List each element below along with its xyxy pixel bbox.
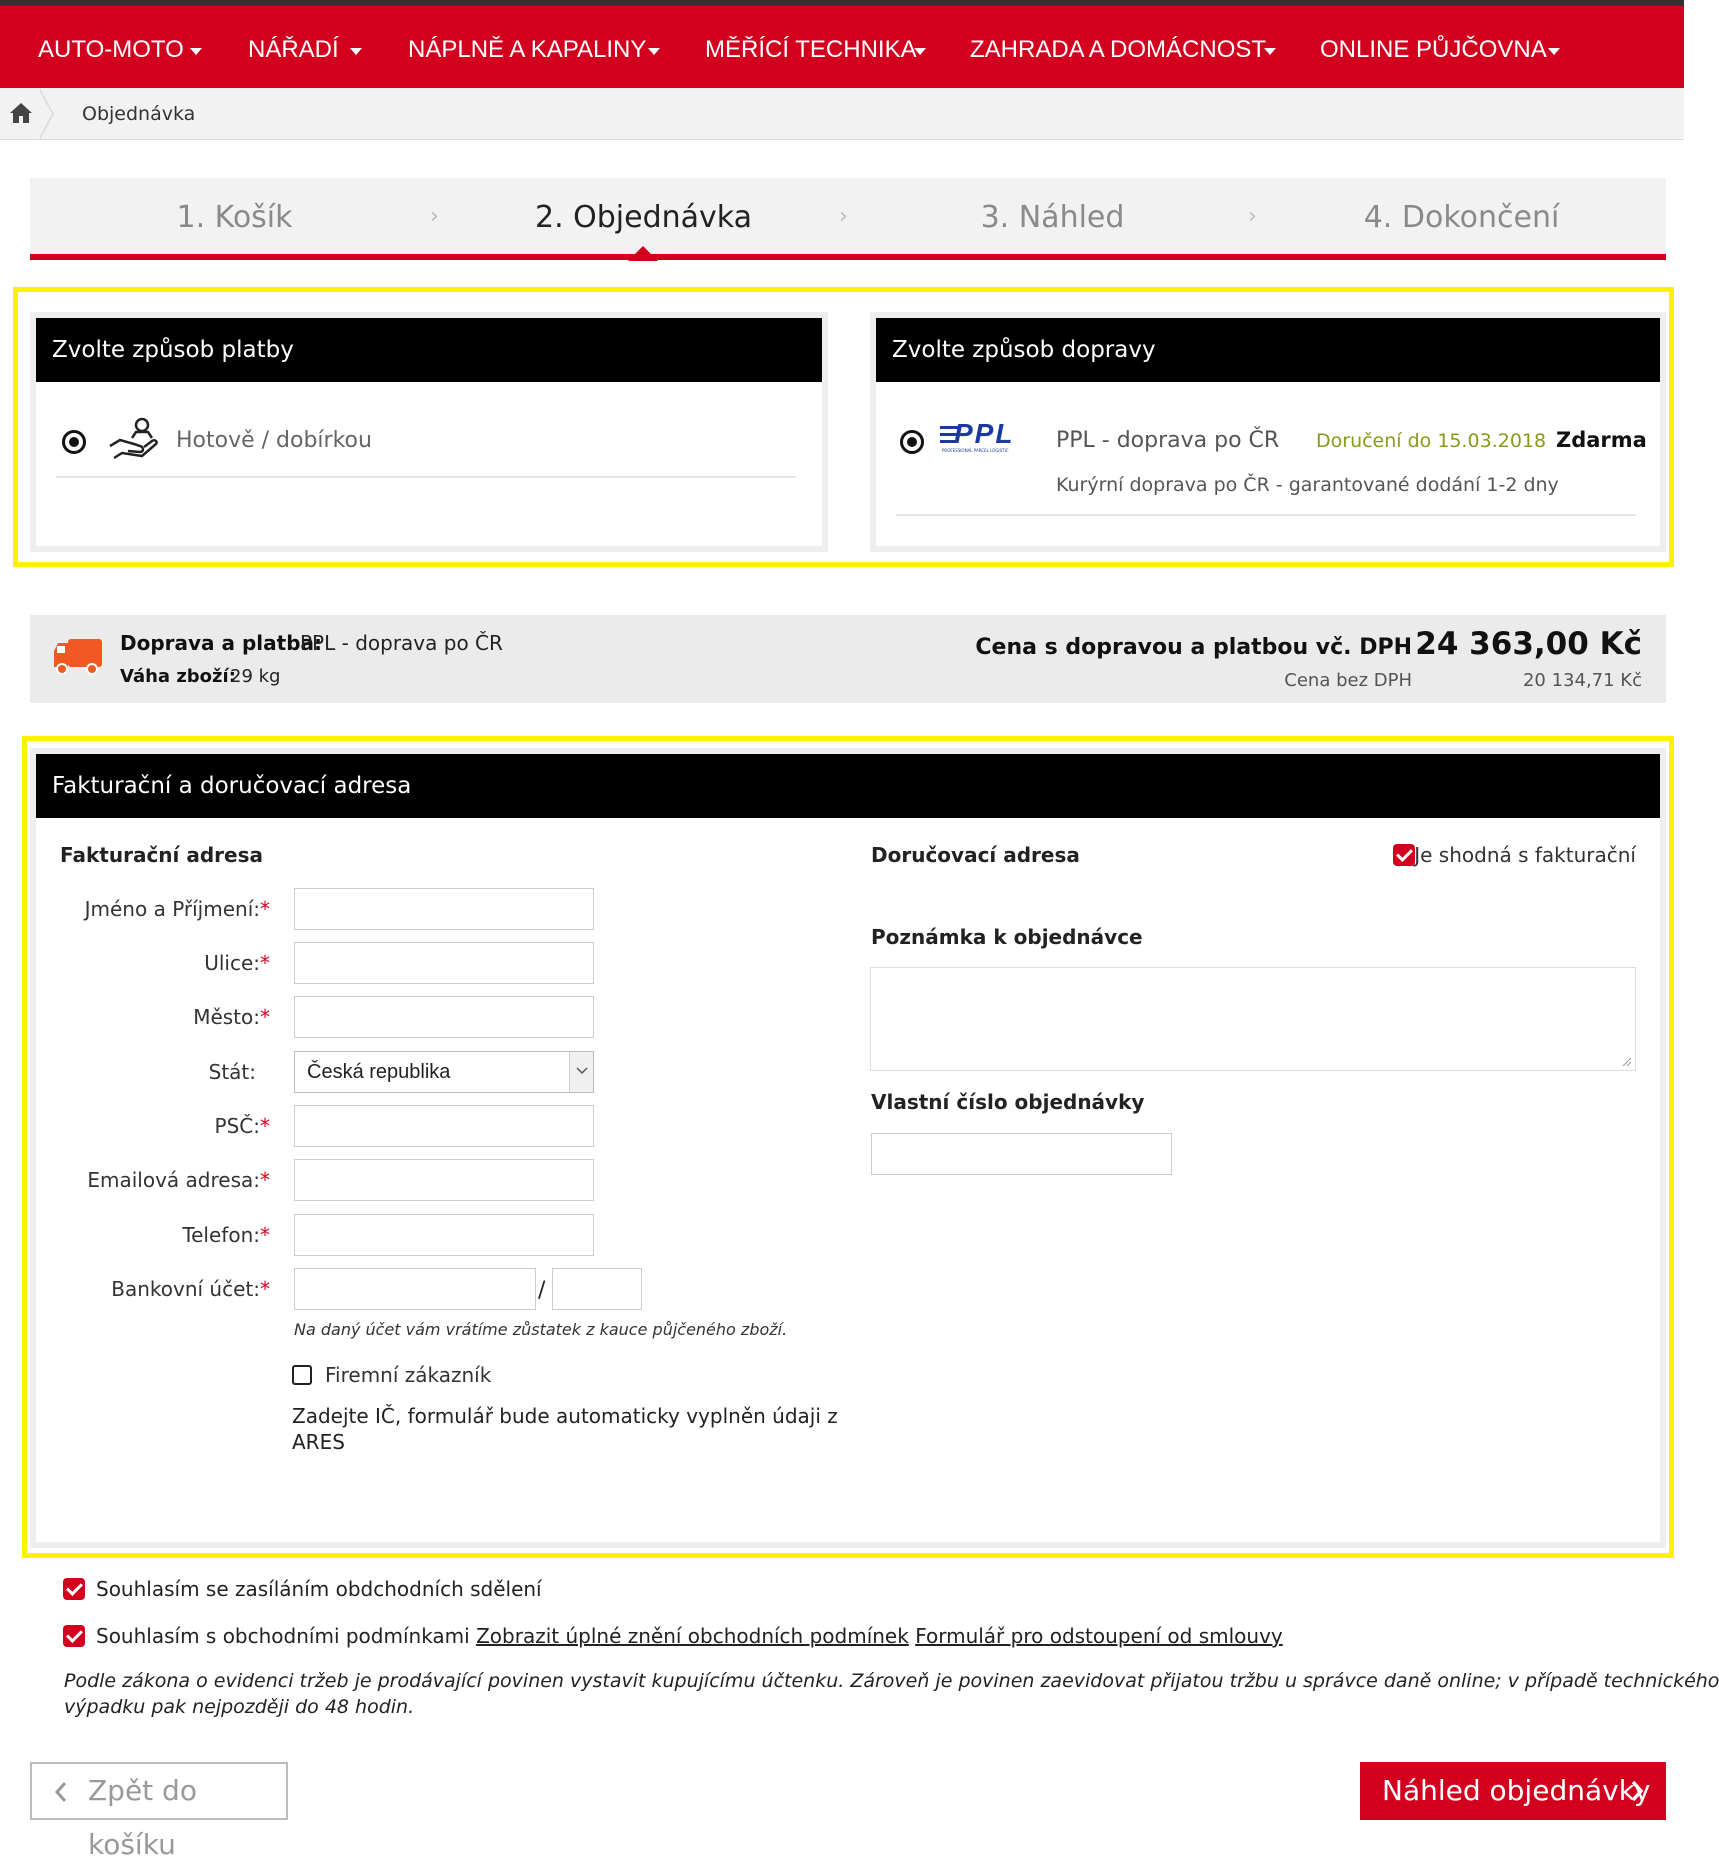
nav-item-naradi[interactable]: NÁŘADÍ: [248, 36, 339, 63]
step-cart[interactable]: 1. Košík: [176, 200, 293, 235]
chevron-right-icon: ›: [430, 204, 439, 229]
newsletter-label[interactable]: Souhlasím se zasíláním obdchodních sdělení: [96, 1577, 542, 1601]
nav-item-merici-technika[interactable]: MĚŘÍCÍ TECHNIKA: [705, 36, 917, 63]
payment-panel-title: Zvolte způsob platby: [36, 318, 822, 382]
select-arrow-box[interactable]: [569, 1052, 593, 1092]
divider: [56, 476, 796, 478]
nav-item-zahrada[interactable]: ZAHRADA A DOMÁCNOST: [970, 36, 1267, 63]
country-select-value: Česká republika: [307, 1061, 451, 1083]
back-to-cart-button[interactable]: [30, 1762, 288, 1861]
name-label: [85, 897, 270, 921]
step-finish: 4. Dokončení: [1363, 200, 1560, 235]
ppl-logo-subtitle: PROFESSIONAL PARCEL LOGISTIC: [942, 448, 1009, 453]
nav-item-pujcovna[interactable]: ONLINE PŮJČOVNA: [1320, 36, 1547, 63]
chevron-down-icon[interactable]: [1548, 48, 1560, 55]
shipping-radio-ppl[interactable]: [900, 430, 924, 454]
chevron-down-icon[interactable]: [648, 48, 660, 55]
top-navigation: [0, 0, 1684, 88]
breadcrumb: [0, 88, 1684, 140]
required-mark: *: [260, 897, 270, 921]
bank-label-text: Bankovní účet:: [111, 1277, 260, 1301]
payment-option-label[interactable]: Hotově / dobírkou: [176, 428, 372, 453]
phone-label: [182, 1223, 270, 1247]
home-icon[interactable]: [9, 102, 33, 124]
order-number-input[interactable]: [871, 1133, 1172, 1175]
chevron-down-icon[interactable]: [1264, 48, 1276, 55]
payment-radio-cash[interactable]: [62, 430, 86, 454]
divider: [896, 514, 1636, 516]
nav-item-auto-moto[interactable]: AUTO-MOTO: [38, 36, 184, 63]
street-label: [204, 951, 270, 975]
country-label: Stát:: [208, 1060, 256, 1084]
zip-label-text: PSČ:: [214, 1114, 260, 1138]
chevron-down-icon[interactable]: [914, 48, 926, 55]
order-preview-button[interactable]: [1360, 1762, 1666, 1820]
company-note-line-1: Zadejte IČ, formulář bude automaticky vyplněn údaji z: [292, 1404, 838, 1428]
chevron-right-icon: ›: [839, 204, 848, 229]
company-checkbox[interactable]: [292, 1365, 312, 1385]
newsletter-checkbox[interactable]: [63, 1578, 85, 1600]
next-button-label: Náhled objednávky: [1382, 1774, 1651, 1807]
order-summary-bar: [30, 615, 1666, 703]
city-input[interactable]: [294, 996, 594, 1038]
email-label: [87, 1168, 270, 1192]
city-label-text: Město:: [193, 1005, 260, 1029]
name-label-text: Jméno a Příjmení:: [84, 897, 260, 921]
summary-shipping-label: Doprava a platba:: [120, 631, 323, 655]
street-input[interactable]: [294, 942, 594, 984]
shipping-description: Kurýrní doprava po ČR - garantované dodání 1-2 dny: [1056, 474, 1559, 496]
required-mark: *: [260, 1277, 270, 1301]
city-label: [193, 1005, 270, 1029]
summary-net-label: Cena bez DPH: [1284, 670, 1412, 691]
bank-label: [111, 1277, 270, 1301]
back-button-label: Zpět do košíku: [88, 1774, 197, 1861]
shipping-panel: [870, 312, 1666, 552]
billing-title: Fakturační adresa: [60, 843, 263, 867]
bank-note: Na daný účet vám vrátíme zůstatek z kauce půjčeného zboží.: [294, 1320, 788, 1339]
summary-shipping-value: PPL - doprava po ČR: [300, 631, 503, 655]
bank-code-input[interactable]: [552, 1268, 642, 1310]
chevron-down-icon[interactable]: [190, 48, 202, 55]
shipping-price: Zdarma: [1556, 428, 1647, 452]
step-preview: 3. Náhled: [980, 200, 1125, 235]
note-title: Poznámka k objednávce: [871, 925, 1143, 949]
summary-total-value: 24 363,00 Kč: [1415, 626, 1642, 662]
address-panel-title: Fakturační a doručovací adresa: [36, 754, 1660, 818]
shipping-delivery-date: Doručení do 15.03.2018: [1316, 430, 1547, 452]
resize-handle-icon[interactable]: [1622, 1057, 1632, 1067]
summary-net-value: 20 134,71 Kč: [1522, 670, 1642, 691]
breadcrumb-current: Objednávka: [82, 103, 196, 125]
terms-link[interactable]: Zobrazit úplné znění obchodních podmínek: [476, 1624, 909, 1648]
summary-weight-label: Váha zboží:: [120, 666, 236, 687]
required-mark: *: [260, 1168, 270, 1192]
zip-label: [215, 1114, 270, 1138]
summary-total-label: Cena s dopravou a platbou vč. DPH: [975, 635, 1412, 660]
ppl-logo: [940, 418, 1050, 456]
company-label[interactable]: Firemní zákazník: [325, 1363, 492, 1387]
phone-input[interactable]: [294, 1214, 594, 1256]
chevron-down-icon[interactable]: [350, 48, 362, 55]
active-step-pointer: [628, 246, 658, 261]
hand-coin-icon: [108, 416, 160, 462]
order-note-textarea[interactable]: [870, 967, 1636, 1071]
chevron-right-icon: [1630, 1780, 1644, 1802]
email-label-text: Emailová adresa:: [87, 1168, 260, 1192]
delivery-title: Doručovací adresa: [871, 843, 1080, 867]
shipping-option-label[interactable]: PPL - doprava po ČR: [1056, 428, 1280, 453]
step-order: 2. Objednávka: [534, 200, 753, 235]
required-mark: *: [260, 951, 270, 975]
breadcrumb-separator-inner: [38, 88, 52, 140]
checkout-steps: [30, 178, 1666, 260]
order-number-title: Vlastní číslo objednávky: [871, 1090, 1145, 1114]
bank-separator: /: [538, 1278, 546, 1303]
summary-weight-value: 29 kg: [230, 666, 281, 687]
required-mark: *: [260, 1223, 270, 1247]
same-as-billing-label[interactable]: Je shodná s fakturační: [1414, 843, 1636, 867]
shipping-panel-title: Zvolte způsob dopravy: [876, 318, 1660, 382]
legal-notice-line-2: výpadku pak nejpozději do 48 hodin.: [64, 1696, 415, 1718]
ppl-logo-text: PPL: [954, 418, 1015, 449]
truck-icon: [52, 637, 104, 679]
terms-line: [96, 1624, 1283, 1648]
terms-label[interactable]: Souhlasím s obchodními podmínkami: [96, 1624, 470, 1648]
bank-account-input[interactable]: [294, 1268, 536, 1310]
legal-notice-line-1: Podle zákona o evidenci tržeb je prodávající povinen vystavit kupujícímu účtenku. Zároveň je povinen zaevidovat přijatou tržbu u správce daně online; v případě technického: [64, 1670, 1719, 1692]
company-note-line-2: ARES: [292, 1430, 345, 1454]
required-mark: *: [260, 1005, 270, 1029]
country-select[interactable]: [294, 1051, 594, 1093]
zip-input[interactable]: [294, 1105, 594, 1147]
chevron-down-icon: [576, 1067, 588, 1075]
phone-label-text: Telefon:: [182, 1223, 260, 1247]
chevron-right-icon: ›: [1248, 204, 1257, 229]
name-input[interactable]: [294, 888, 594, 930]
payment-panel: [30, 312, 828, 552]
same-as-billing-checkbox[interactable]: [1393, 844, 1415, 866]
chevron-left-icon: [54, 1781, 68, 1803]
withdrawal-form-link[interactable]: Formulář pro odstoupení od smlouvy: [915, 1624, 1283, 1648]
email-input[interactable]: [294, 1159, 594, 1201]
terms-checkbox[interactable]: [63, 1625, 85, 1647]
address-panel: [30, 748, 1666, 1548]
street-label-text: Ulice:: [204, 951, 260, 975]
nav-item-naplne[interactable]: NÁPLNĚ A KAPALINY: [408, 36, 647, 63]
required-mark: *: [260, 1114, 270, 1138]
